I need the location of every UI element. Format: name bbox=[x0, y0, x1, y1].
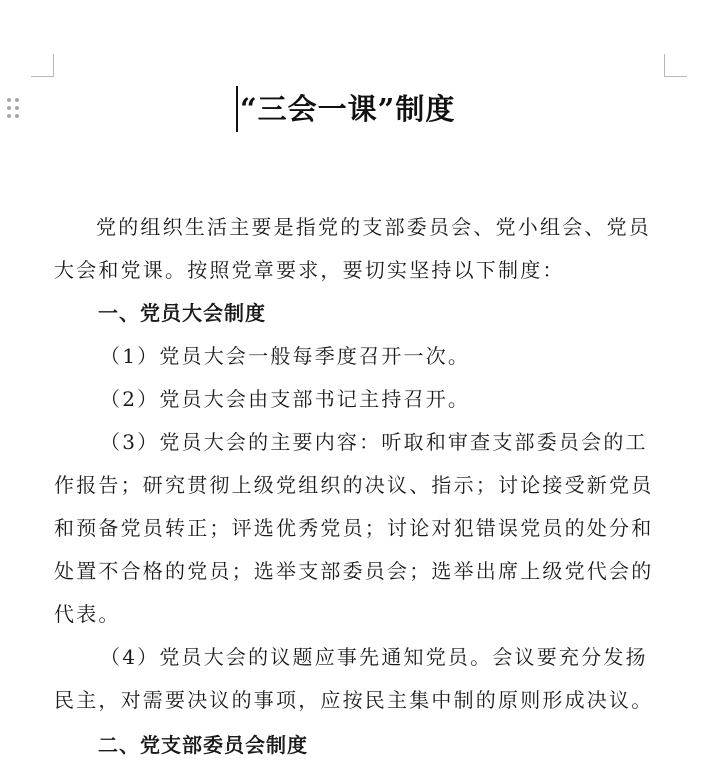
list-item[interactable]: （1）党员大会一般每季度召开一次。 bbox=[100, 344, 471, 368]
intro-paragraph[interactable]: 党的组织生活主要是指党的支部委员会、党小组会、党员大会和党课。按照党章要求，要切实坚持以下制度： bbox=[54, 215, 651, 282]
drag-handle-icon[interactable] bbox=[7, 98, 19, 120]
list-item[interactable]: （2）党员大会由支部书记主持召开。 bbox=[100, 387, 471, 411]
section-heading-1[interactable]: 一、党员大会制度 bbox=[98, 301, 266, 325]
list-item[interactable]: （3）党员大会的主要内容：听取和审查支部委员会的工作报告；研究贯彻上级党组织的决议、指示；讨论接受新党员和预备党员转正；评选优秀党员；讨论对犯错误党员的处分和处置不合格的党员；选举支部委员会；选举出席上级党代会的代表。 bbox=[54, 430, 654, 626]
document-title[interactable]: “三会一课”制度 bbox=[240, 92, 456, 126]
section-heading-2[interactable]: 二、党支部委员会制度 bbox=[98, 733, 308, 757]
page-corner-mark-top-left bbox=[31, 54, 54, 77]
list-item[interactable]: （4）党员大会的议题应事先通知党员。会议要充分发扬民主，对需要决议的事项，应按民主集中制的原则形成决议。 bbox=[54, 645, 654, 712]
document-body[interactable] bbox=[54, 206, 666, 767]
page-corner-mark-top-right bbox=[664, 54, 687, 77]
text-cursor bbox=[236, 86, 238, 132]
